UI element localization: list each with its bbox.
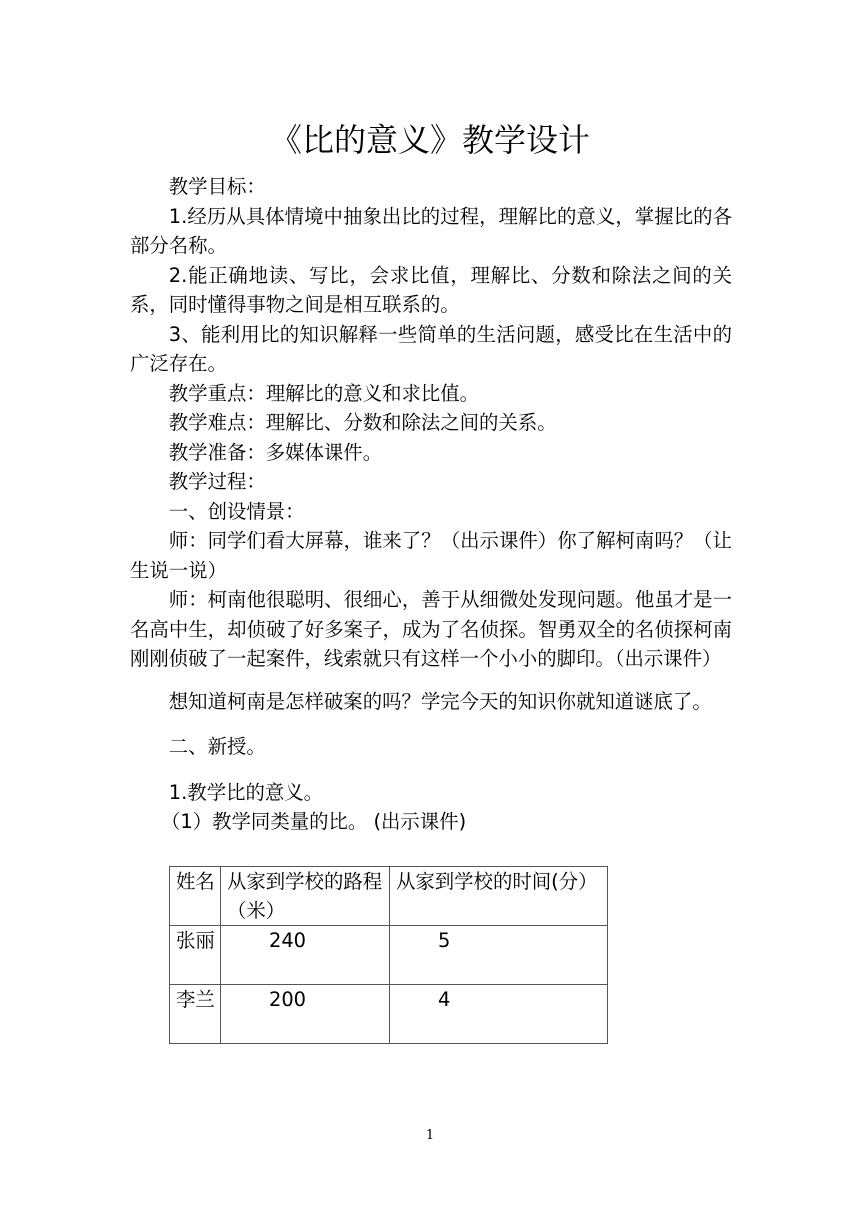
table-header-cell: 从家到学校的时间(分） — [390, 867, 608, 926]
table-cell: 5 — [390, 926, 608, 985]
paragraph: 一、创设情景： — [168, 499, 305, 523]
paragraph: 教学准备：多媒体课件。 — [168, 440, 383, 464]
paragraph: 1.教学比的意义。 — [168, 780, 324, 804]
page-number: 1 — [425, 1128, 435, 1143]
distance-time-table — [169, 866, 608, 1044]
paragraph: 教学目标： — [168, 175, 266, 198]
paragraph: 3、能利用比的知识解释一些简单的生活问题，感受比在生活中的广泛存在。 — [130, 322, 732, 375]
table-cell: 张丽 — [170, 926, 221, 985]
paragraph: 2.能正确地读、写比，会求比值，理解比、分数和除法之间的关系，同时懂得事物之间是相互联系的。 — [130, 263, 732, 316]
paragraph: 1.经历从具体情境中抽象出比的过程，理解比的意义，掌握比的各部分名称。 — [130, 204, 732, 257]
table-cell: 240 — [221, 926, 390, 985]
table-header-cell: 从家到学校的路程（米） — [221, 867, 390, 926]
paragraph: 教学重点：理解比的意义和求比值。 — [168, 381, 480, 405]
table-row — [170, 926, 608, 985]
document-title: 《比的意义》教学设计 — [269, 121, 590, 159]
paragraph: 师：同学们看大屏幕，谁来了？（出示课件）你了解柯南吗？（让生说一说） — [130, 529, 732, 582]
paragraph: 想知道柯南是怎样破案的吗？学完今天的知识你就知道谜底了。 — [168, 689, 712, 713]
paragraph: 师：柯南他很聪明、很细心，善于从细微处发现问题。他虽才是一名高中生，却侦破了好多案子，成为了名侦探。智勇双全的名侦探柯南刚刚侦破了一起案件，线索就只有这样一个小小的脚印。（出示课件） — [130, 588, 732, 670]
table-cell: 4 — [390, 985, 608, 1044]
document-body — [130, 172, 732, 837]
table-header-cell: 姓名 — [170, 867, 221, 926]
paragraph: （1）教学同类量的比。 (出示课件) — [161, 810, 467, 833]
section-heading: 二、新授。 — [168, 735, 266, 758]
table-row — [170, 985, 608, 1044]
paragraph: 教学过程： — [168, 470, 266, 493]
paragraph: 教学难点：理解比、分数和除法之间的关系。 — [168, 411, 557, 434]
table-cell: 200 — [221, 985, 390, 1044]
table-cell: 李兰 — [170, 985, 221, 1044]
table-header-row — [170, 867, 608, 926]
